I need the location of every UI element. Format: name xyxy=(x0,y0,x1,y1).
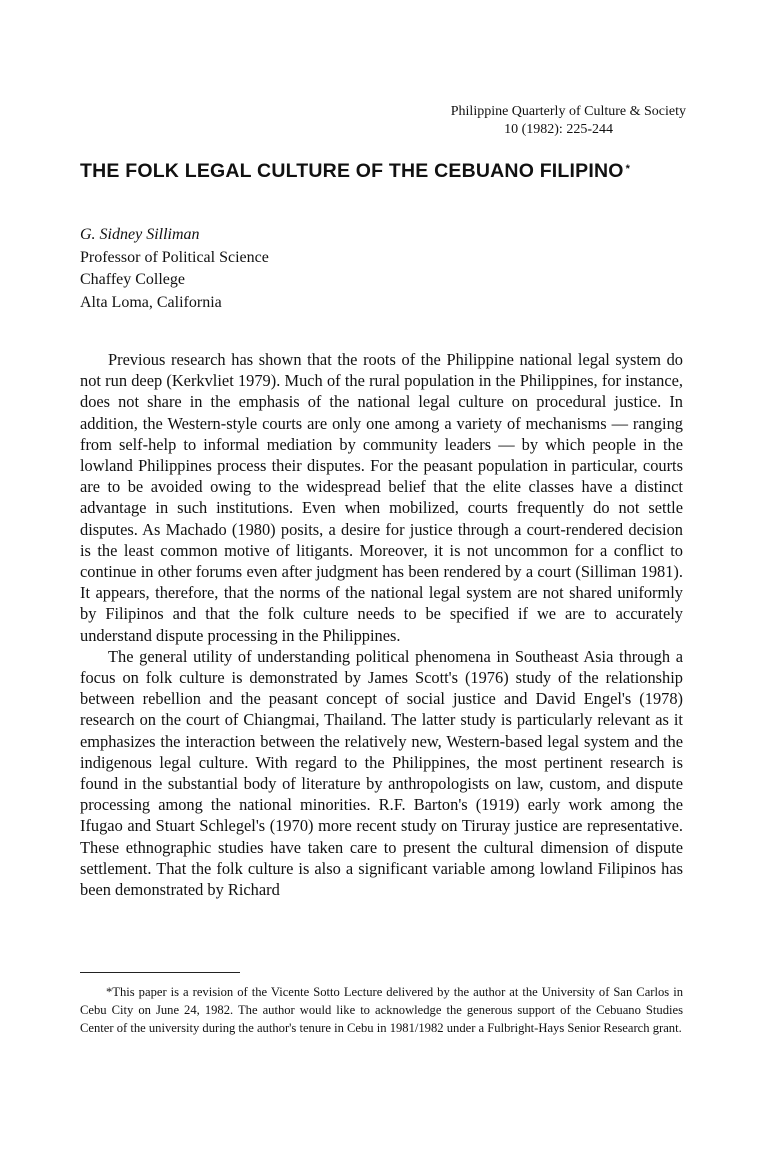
article-title-block xyxy=(80,158,700,184)
author-institution: Chaffey College xyxy=(80,271,186,288)
author-location: Alta Loma, California xyxy=(80,293,222,311)
author-name: G. Sidney Silliman xyxy=(80,226,200,243)
article-body xyxy=(80,349,683,900)
footnote xyxy=(80,984,683,1037)
footnote-divider xyxy=(80,972,240,973)
footnote-text: *This paper is a revision of the Vicente Sotto Lecture delivered by the author at the University of San Carlos in Cebu City on June 24, 1982. The author would like to acknowledge the generous support of the Cebuano Studies Center of the university during the author's tenure in Cebu in 1981/1982 under a Fulbright-Hays Senior Research grant. xyxy=(80,985,683,1035)
journal-name: Philippine Quarterly of Culture & Society xyxy=(450,104,686,119)
title-footnote-marker: * xyxy=(625,163,631,175)
journal-citation: 10 (1982): 225-244 xyxy=(504,122,613,137)
body-paragraph: Previous research has shown that the roots of the Philippine national legal system do not run deep (Kerkvliet 1979). Much of the rural population in the Philippines, for instance, does not share in the emphasis of the national legal culture on procedural justice. In addition, the Western-style courts are only one among a variety of mechanisms — ranging from self-help to informal mediation by community leaders — by which people in the lowland Philippines process their disputes. For the peasant population in particular, courts are to be avoided owing to the widespread belief that the elite classes have a distinct advantage in such institutions. Even when mobilized, courts frequently do not settle disputes. As Machado (1980) posits, a desire for justice through a court-rendered decision is the least common motive of litigants. Moreover, it is not uncommon for a conflict to continue in other forums even after judgment has been rendered by a court (Silliman 1981). It appears, therefore, that the norms of the national legal system are not shared uniformly by Filipinos and that the folk culture needs to be specified if we are to accurately understand dispute processing in the Philippines. xyxy=(80,350,683,645)
journal-header xyxy=(380,103,686,139)
author-block xyxy=(80,224,269,314)
article-title: THE FOLK LEGAL CULTURE OF THE CEBUANO FILIPINO xyxy=(80,160,624,182)
author-position: Professor of Political Science xyxy=(80,248,269,266)
body-paragraph: The general utility of understanding political phenomena in Southeast Asia through a focus on folk culture is demonstrated by James Scott's (1976) study of the relationship between rebellion and the peasant concept of social justice and David Engel's (1978) research on the court of Chiangmai, Thailand. The latter study is particularly relevant as it emphasizes the interaction between the relatively new, Western-based legal system and the indigenous legal culture. With regard to the Philippines, the most pertinent research is found in the substantial body of literature by anthropologists on law, custom, and dispute processing among the national minorities. R.F. Barton's (1919) early work among the Ifugao and Stuart Schlegel's (1970) more recent study on Tiruray justice are representative. These ethnographic studies have taken care to present the cultural dimension of dispute settlement. That the folk culture is also a significant variable among lowland Filipinos has been demonstrated by Richard xyxy=(80,646,683,900)
